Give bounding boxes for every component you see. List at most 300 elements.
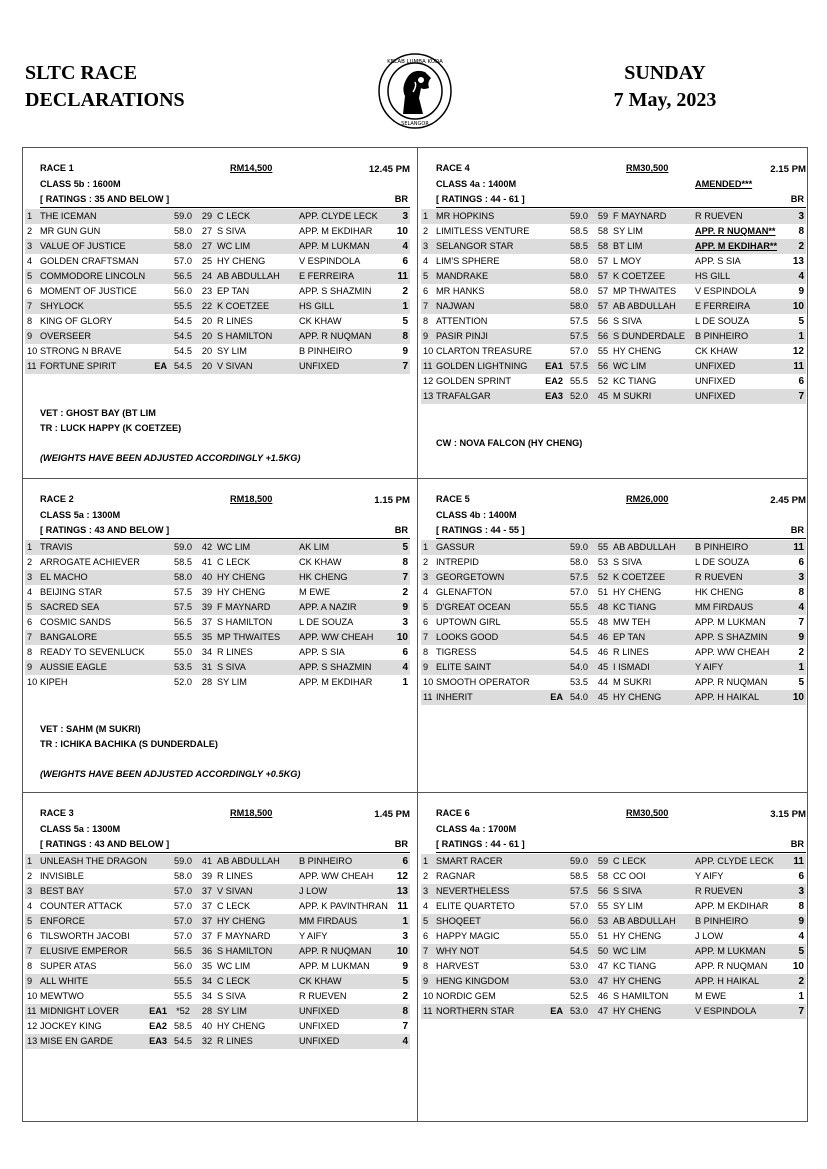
rating: 57 bbox=[597, 256, 609, 266]
runner-list bbox=[421, 540, 806, 705]
runner-row bbox=[421, 630, 806, 645]
ratings-bar bbox=[40, 525, 410, 539]
horse-name: MEWTWO bbox=[40, 991, 84, 1001]
jockey-name: APP. R NUQMAN bbox=[695, 961, 768, 971]
weight: 54.0 bbox=[570, 692, 588, 702]
rating: 47 bbox=[597, 961, 609, 971]
runner-row bbox=[421, 555, 806, 570]
race-prize: RM14,500 bbox=[230, 163, 273, 173]
weight: 57.0 bbox=[174, 901, 192, 911]
rating: 28 bbox=[201, 1006, 213, 1016]
weight: 55.0 bbox=[174, 647, 192, 657]
barrier-draw: 2 bbox=[798, 241, 804, 252]
runner-row bbox=[25, 540, 410, 555]
weight: 54.5 bbox=[570, 946, 588, 956]
weight: 59.0 bbox=[570, 211, 588, 221]
horse-name: LOOKS GOOD bbox=[436, 632, 499, 642]
runner-number: 6 bbox=[27, 617, 33, 627]
horse-name: ENFORCE bbox=[40, 916, 85, 926]
runner-row bbox=[421, 299, 806, 314]
runner-number: 8 bbox=[27, 316, 33, 326]
trainer-name: SY LIM bbox=[217, 1006, 247, 1016]
barrier-draw: 8 bbox=[402, 557, 408, 568]
horse-name: GASSUR bbox=[436, 542, 475, 552]
rating: 58 bbox=[597, 871, 609, 881]
jockey-name: UNFIXED bbox=[299, 1021, 340, 1031]
barrier-draw: 3 bbox=[402, 211, 408, 222]
weight: 58.0 bbox=[174, 226, 192, 236]
barrier-draw: 3 bbox=[402, 931, 408, 942]
emergency-acceptor: EA2 bbox=[149, 1021, 167, 1031]
barrier-draw: 4 bbox=[798, 602, 804, 613]
runner-row bbox=[421, 1004, 806, 1019]
emergency-acceptor: EA bbox=[550, 692, 563, 702]
barrier-draw: 2 bbox=[402, 991, 408, 1002]
trainer-name: AB ABDULLAH bbox=[613, 301, 676, 311]
runner-row bbox=[25, 570, 410, 585]
horse-name: BEST BAY bbox=[40, 886, 85, 896]
jockey-name: B PINHEIRO bbox=[299, 346, 353, 356]
weight: 59.0 bbox=[174, 542, 192, 552]
weight: 58.5 bbox=[174, 557, 192, 567]
weight: 56.5 bbox=[174, 946, 192, 956]
horse-name: MANDRAKE bbox=[436, 271, 489, 281]
rating: 40 bbox=[201, 1021, 213, 1031]
rating: 55 bbox=[597, 346, 609, 356]
rating: 34 bbox=[201, 647, 213, 657]
jockey-name: APP. R NUQMAN bbox=[695, 677, 768, 687]
logo-text-top: KELAB LUMBA KUDA bbox=[387, 59, 443, 65]
runner-list bbox=[25, 540, 410, 690]
trainer-name: R LINES bbox=[217, 316, 253, 326]
trainer-name: K COETZEE bbox=[613, 572, 666, 582]
weight: 58.0 bbox=[174, 572, 192, 582]
runner-row bbox=[25, 869, 410, 884]
runner-row bbox=[421, 675, 806, 690]
rating: 45 bbox=[597, 662, 609, 672]
barrier-header: BR bbox=[394, 839, 408, 849]
runner-number: 8 bbox=[27, 961, 33, 971]
trainer-name: S HAMILTON bbox=[217, 331, 273, 341]
trainer-name: WC LIM bbox=[217, 961, 251, 971]
barrier-draw: 1 bbox=[798, 662, 804, 673]
barrier-draw: 9 bbox=[402, 602, 408, 613]
runner-row bbox=[421, 944, 806, 959]
weight: 56.5 bbox=[174, 617, 192, 627]
weight: 57.5 bbox=[570, 331, 588, 341]
jockey-name: APP. M EKDIHAR** bbox=[695, 241, 778, 251]
trainer-name: K COETZEE bbox=[613, 271, 666, 281]
runner-number: 8 bbox=[423, 647, 429, 657]
horse-name: NEVERTHELESS bbox=[436, 886, 510, 896]
jockey-name: APP. S SIA bbox=[299, 647, 345, 657]
jockey-name: APP. S SIA bbox=[695, 256, 741, 266]
runner-row bbox=[25, 929, 410, 944]
rating: 59 bbox=[597, 856, 609, 866]
race-time: 2.45 PM bbox=[770, 495, 806, 506]
rating: 34 bbox=[201, 991, 213, 1001]
barrier-draw: 4 bbox=[402, 662, 408, 673]
barrier-draw: 6 bbox=[402, 856, 408, 867]
jockey-name: V ESPINDOLA bbox=[299, 256, 361, 266]
trainer-name: AB ABDULLAH bbox=[217, 271, 280, 281]
barrier-draw: 3 bbox=[798, 211, 804, 222]
runner-row bbox=[25, 1034, 410, 1049]
barrier-draw: 7 bbox=[798, 1006, 804, 1017]
weight: 57.0 bbox=[570, 901, 588, 911]
horse-name: ATTENTION bbox=[436, 316, 488, 326]
barrier-draw: 4 bbox=[798, 931, 804, 942]
runner-number: 5 bbox=[27, 271, 33, 281]
runner-number: 2 bbox=[27, 871, 33, 881]
weight: 52.5 bbox=[570, 991, 588, 1001]
runner-row bbox=[25, 884, 410, 899]
runner-number: 10 bbox=[27, 677, 38, 687]
ratings-label: [ RATINGS : 44 - 61 ] bbox=[436, 194, 525, 204]
jockey-name: APP. S SHAZMIN bbox=[299, 286, 372, 296]
weight: 53.0 bbox=[570, 976, 588, 986]
runner-number: 7 bbox=[423, 632, 429, 642]
barrier-draw: 5 bbox=[798, 316, 804, 327]
rating: 41 bbox=[201, 557, 213, 567]
trainer-name: S HAMILTON bbox=[217, 946, 273, 956]
emergency-acceptor: EA1 bbox=[149, 1006, 167, 1016]
horse-name: TILSWORTH JACOBI bbox=[40, 931, 130, 941]
trainer-name: V SIVAN bbox=[217, 361, 253, 371]
barrier-draw: 9 bbox=[402, 961, 408, 972]
weight: 55.5 bbox=[570, 602, 588, 612]
barrier-draw: 11 bbox=[397, 271, 408, 282]
race-prize: RM18,500 bbox=[230, 494, 273, 504]
runner-row bbox=[25, 359, 410, 374]
barrier-draw: 6 bbox=[798, 871, 804, 882]
rating: 37 bbox=[201, 916, 213, 926]
runner-number: 5 bbox=[27, 916, 33, 926]
jockey-name: MM FIRDAUS bbox=[299, 916, 358, 926]
weight: 52.0 bbox=[174, 677, 192, 687]
runner-number: 2 bbox=[423, 871, 429, 881]
trainer-name: S SIVA bbox=[613, 557, 642, 567]
jockey-name: M EWE bbox=[695, 991, 727, 1001]
weight: 59.0 bbox=[570, 542, 588, 552]
rating: 20 bbox=[201, 331, 213, 341]
ratings-bar bbox=[436, 839, 806, 853]
weight: 56.0 bbox=[174, 961, 192, 971]
horse-name: GLENAFTON bbox=[436, 587, 492, 597]
jockey-name: Y AIFY bbox=[299, 931, 328, 941]
ratings-label: [ RATINGS : 44 - 61 ] bbox=[436, 839, 525, 849]
jockey-name: APP. S SHAZMIN bbox=[299, 662, 372, 672]
horse-name: HARVEST bbox=[436, 961, 480, 971]
runner-row bbox=[25, 344, 410, 359]
rating: 32 bbox=[201, 1036, 213, 1046]
trainer-name: F MAYNARD bbox=[217, 602, 271, 612]
barrier-draw: 6 bbox=[402, 647, 408, 658]
rating: 56 bbox=[597, 361, 609, 371]
runner-number: 11 bbox=[423, 692, 433, 702]
weight: 53.0 bbox=[570, 961, 588, 971]
runner-number: 8 bbox=[27, 647, 33, 657]
horse-name: SHOQEET bbox=[436, 916, 481, 926]
jockey-name: UNFIXED bbox=[299, 361, 340, 371]
jockey-name: Y AIFY bbox=[695, 871, 724, 881]
runner-number: 2 bbox=[27, 557, 33, 567]
race-time: 3.15 PM bbox=[770, 809, 806, 820]
runner-number: 6 bbox=[423, 931, 429, 941]
horse-name: MR GUN GUN bbox=[40, 226, 101, 236]
horse-name: AUSSIE EAGLE bbox=[40, 662, 107, 672]
jockey-name: APP. S SHAZMIN bbox=[695, 632, 768, 642]
barrier-draw: 4 bbox=[402, 1036, 408, 1047]
trainer-name: R LINES bbox=[217, 1036, 253, 1046]
rating: 55 bbox=[597, 901, 609, 911]
trainer-name: HY CHENG bbox=[613, 692, 662, 702]
jockey-name: APP. M LUKMAN bbox=[695, 946, 766, 956]
trainer-name: CC OOI bbox=[613, 871, 646, 881]
barrier-header: BR bbox=[790, 839, 804, 849]
jockey-name: APP. A NAZIR bbox=[299, 602, 357, 612]
club-logo bbox=[377, 52, 453, 130]
runner-row bbox=[421, 600, 806, 615]
runner-row bbox=[25, 1004, 410, 1019]
runner-number: 7 bbox=[27, 632, 33, 642]
barrier-draw: 7 bbox=[402, 361, 408, 372]
trainer-name: MW TEH bbox=[613, 617, 651, 627]
jockey-name: APP. M LUKMAN bbox=[299, 241, 370, 251]
runner-number: 5 bbox=[27, 602, 33, 612]
runner-number: 7 bbox=[27, 301, 33, 311]
rating: 57 bbox=[597, 286, 609, 296]
trainer-name: M SUKRI bbox=[613, 677, 652, 687]
race-header bbox=[436, 163, 806, 177]
barrier-draw: 6 bbox=[402, 256, 408, 267]
runner-number: 9 bbox=[27, 976, 33, 986]
runner-list bbox=[421, 854, 806, 1019]
rating: 37 bbox=[201, 901, 213, 911]
horse-name: MR HOPKINS bbox=[436, 211, 495, 221]
horse-name: ELITE SAINT bbox=[436, 662, 492, 672]
barrier-draw: 4 bbox=[798, 271, 804, 282]
rating: 55 bbox=[597, 542, 609, 552]
rating: 41 bbox=[201, 856, 213, 866]
horse-name: EL MACHO bbox=[40, 572, 88, 582]
barrier-draw: 9 bbox=[798, 632, 804, 643]
horse-name: ARROGATE ACHIEVER bbox=[40, 557, 140, 567]
barrier-draw: 13 bbox=[396, 886, 408, 897]
rating: 20 bbox=[201, 346, 213, 356]
emergency-acceptor: EA bbox=[550, 1006, 563, 1016]
day-label: SUNDAY bbox=[624, 62, 706, 84]
rating: 20 bbox=[201, 316, 213, 326]
barrier-draw: 10 bbox=[792, 692, 804, 703]
emergency-acceptor: EA1 bbox=[545, 361, 563, 371]
horse-name: INVISIBLE bbox=[40, 871, 84, 881]
weight: 58.0 bbox=[174, 241, 192, 251]
runner-number: 12 bbox=[27, 1021, 38, 1031]
weight: 54.5 bbox=[174, 331, 192, 341]
rating: 46 bbox=[597, 632, 609, 642]
horse-name: BANGALORE bbox=[40, 632, 98, 642]
runner-number: 1 bbox=[27, 542, 33, 552]
barrier-draw: 8 bbox=[798, 901, 804, 912]
trainer-name: R LINES bbox=[217, 647, 253, 657]
weight: 56.5 bbox=[174, 271, 192, 281]
rating: 50 bbox=[597, 946, 609, 956]
horse-name: TRAVIS bbox=[40, 542, 73, 552]
rating: 59 bbox=[597, 211, 609, 221]
barrier-draw: 5 bbox=[402, 976, 408, 987]
trainer-name: S SIVA bbox=[217, 991, 246, 1001]
weight: 58.5 bbox=[570, 241, 588, 251]
weight: 55.5 bbox=[570, 617, 588, 627]
ratings-label: [ RATINGS : 43 AND BELOW ] bbox=[40, 525, 170, 535]
barrier-draw: 12 bbox=[396, 871, 408, 882]
barrier-draw: 1 bbox=[798, 991, 804, 1002]
jockey-name: B PINHEIRO bbox=[695, 331, 749, 341]
jockey-name: UNFIXED bbox=[695, 361, 736, 371]
horse-name: LIMITLESS VENTURE bbox=[436, 226, 530, 236]
jockey-name: APP. M EKDIHAR bbox=[299, 226, 373, 236]
rating: 48 bbox=[597, 602, 609, 612]
weight: 54.5 bbox=[570, 647, 588, 657]
rating: 35 bbox=[201, 632, 213, 642]
runner-number: 11 bbox=[27, 361, 37, 371]
horse-name: SMOOTH OPERATOR bbox=[436, 677, 530, 687]
runner-number: 2 bbox=[423, 557, 429, 567]
race-note: CW : NOVA FALCON (HY CHENG) bbox=[436, 438, 583, 448]
ratings-label: [ RATINGS : 43 AND BELOW ] bbox=[40, 839, 170, 849]
race-prize: RM26,000 bbox=[626, 494, 669, 504]
runner-row bbox=[421, 209, 806, 224]
runner-row bbox=[421, 959, 806, 974]
rating: 25 bbox=[201, 256, 213, 266]
trainer-name: SY LIM bbox=[613, 226, 643, 236]
runner-number: 6 bbox=[423, 286, 429, 296]
weight: 53.5 bbox=[174, 662, 192, 672]
jockey-name: R RUEVEN bbox=[299, 991, 347, 1001]
horse-name: COMMODORE LINCOLN bbox=[40, 271, 146, 281]
weight: 57.5 bbox=[570, 316, 588, 326]
race-class: CLASS 4a : 1400M bbox=[436, 179, 517, 189]
horse-name: MR HANKS bbox=[436, 286, 485, 296]
runner-number: 9 bbox=[27, 331, 33, 341]
runner-number: 1 bbox=[423, 542, 429, 552]
weight: 57.0 bbox=[570, 587, 588, 597]
rating: 20 bbox=[201, 361, 213, 371]
trainer-name: HY CHENG bbox=[217, 916, 266, 926]
runner-row bbox=[421, 854, 806, 869]
document-title bbox=[25, 60, 185, 114]
barrier-header: BR bbox=[394, 194, 408, 204]
horse-name: COSMIC SANDS bbox=[40, 617, 111, 627]
runner-row bbox=[25, 675, 410, 690]
runner-number: 4 bbox=[27, 256, 33, 266]
weight-adjustment-note: (WEIGHTS HAVE BEEN ADJUSTED ACCORDINGLY +1.5KG) bbox=[40, 453, 301, 463]
logo-text-bottom: SELANGOR bbox=[401, 121, 429, 127]
rating: 45 bbox=[597, 692, 609, 702]
runner-number: 2 bbox=[27, 226, 33, 236]
barrier-draw: 6 bbox=[798, 376, 804, 387]
rating: 35 bbox=[201, 961, 213, 971]
jockey-name: L DE SOUZA bbox=[299, 617, 354, 627]
weight: 54.5 bbox=[174, 316, 192, 326]
runner-number: 9 bbox=[27, 662, 33, 672]
rating: 22 bbox=[201, 301, 213, 311]
rating: 37 bbox=[201, 617, 213, 627]
rating: 27 bbox=[201, 226, 213, 236]
barrier-draw: 3 bbox=[402, 617, 408, 628]
trainer-name: I ISMADI bbox=[613, 662, 650, 672]
runner-row bbox=[421, 284, 806, 299]
grid-divider-horizontal-1 bbox=[22, 478, 808, 479]
race-time: 2.15 PM bbox=[770, 164, 806, 175]
race-number: RACE 4 bbox=[436, 163, 470, 173]
horse-name: TRAFALGAR bbox=[436, 391, 491, 401]
barrier-draw: 5 bbox=[798, 677, 804, 688]
horse-name: ELITE QUARTETO bbox=[436, 901, 515, 911]
rating: 51 bbox=[597, 587, 609, 597]
runner-row bbox=[421, 314, 806, 329]
trainer-name: AB ABDULLAH bbox=[217, 856, 280, 866]
runner-row bbox=[421, 690, 806, 705]
jockey-name: UNFIXED bbox=[695, 376, 736, 386]
date-label: 7 May, 2023 bbox=[613, 89, 717, 111]
weight: 54.5 bbox=[174, 361, 192, 371]
horse-name: RAGNAR bbox=[436, 871, 476, 881]
weight: 55.5 bbox=[174, 991, 192, 1001]
runner-number: 3 bbox=[423, 241, 429, 251]
rating: 46 bbox=[597, 991, 609, 1001]
jockey-name: CK KHAW bbox=[299, 976, 342, 986]
emergency-acceptor: EA3 bbox=[149, 1036, 167, 1046]
runner-number: 13 bbox=[27, 1036, 38, 1046]
weight: 56.0 bbox=[570, 916, 588, 926]
horse-name: WHY NOT bbox=[436, 946, 480, 956]
runner-number: 8 bbox=[423, 961, 429, 971]
runner-row bbox=[421, 914, 806, 929]
runner-row bbox=[25, 944, 410, 959]
trainer-name: KC TIANG bbox=[613, 602, 657, 612]
runner-row bbox=[421, 884, 806, 899]
runner-row bbox=[25, 660, 410, 675]
jockey-name: APP. H HAIKAL bbox=[695, 692, 760, 702]
horse-name: SELANGOR STAR bbox=[436, 241, 514, 251]
weight: 57.5 bbox=[174, 587, 192, 597]
race-number: RACE 2 bbox=[40, 494, 74, 504]
runner-row bbox=[25, 269, 410, 284]
barrier-draw: 4 bbox=[402, 241, 408, 252]
rating: 28 bbox=[201, 677, 213, 687]
runner-row bbox=[25, 284, 410, 299]
emergency-acceptor: EA bbox=[154, 361, 167, 371]
runner-row bbox=[421, 224, 806, 239]
rating: 48 bbox=[597, 617, 609, 627]
runner-number: 5 bbox=[423, 916, 429, 926]
jockey-name: APP. M EKDIHAR bbox=[299, 677, 373, 687]
rating: 56 bbox=[597, 316, 609, 326]
runner-row bbox=[421, 570, 806, 585]
barrier-draw: 7 bbox=[798, 391, 804, 402]
race-number: RACE 1 bbox=[40, 163, 74, 173]
jockey-name: APP. CLYDE LECK bbox=[695, 856, 774, 866]
barrier-header: BR bbox=[790, 525, 804, 535]
horse-name: SUPER ATAS bbox=[40, 961, 97, 971]
runner-number: 6 bbox=[27, 931, 33, 941]
jockey-name: UNFIXED bbox=[299, 1036, 340, 1046]
runner-number: 6 bbox=[27, 286, 33, 296]
runner-row bbox=[25, 630, 410, 645]
race-number: RACE 6 bbox=[436, 808, 470, 818]
